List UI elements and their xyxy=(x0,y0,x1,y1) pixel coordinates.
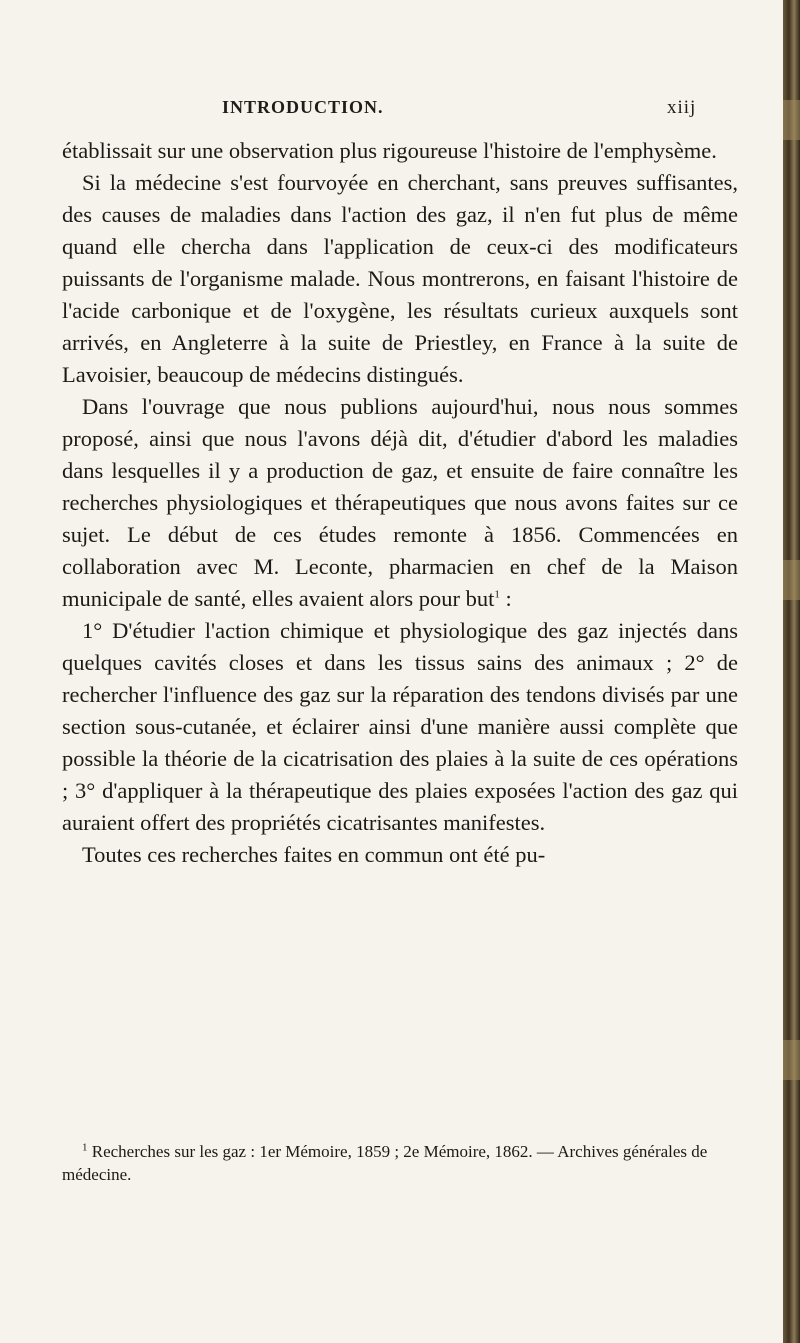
paragraph: établissait sur une observation plus rigoureuse l'histoire de l'emphysème. xyxy=(62,138,717,163)
paragraph: Si la médecine s'est fourvoyée en cherchant, sans preuves suffisantes, des causes de maladies dans l'action des gaz, il n'en fut plus de même quand elle chercha dans l'application de ceux-ci des modificateurs puissants de l'organisme malade. Nous montrerons, en faisant l'histoire de l'acide carbonique et de l'oxygène, les résultats curieux auxquels sont arrivés, en Angleterre à la suite de Priestley, en France à la suite de Lavoisier, beaucoup de médecins distingués. xyxy=(62,170,738,387)
footnote-reference[interactable]: 1 xyxy=(494,588,500,601)
footnote-marker: 1 xyxy=(82,1141,88,1154)
footnote xyxy=(62,1140,738,1186)
book-binding-edge xyxy=(783,0,800,1343)
paragraph: 1° D'étudier l'action chimique et physiologique des gaz injectés dans quelques cavités closes et dans les tissus sains des animaux ; 2° de rechercher l'influence des gaz sur la réparation des tendons divisés par une section sous-cutanée, et éclairer ainsi d'une manière aussi complète que possible la théorie de la cicatrisation des plaies à la suite de ces opérations ; 3° d'appliquer à la thérapeutique des plaies exposées l'action des gaz qui auraient offert des propriétés cicatrisantes manifestes. xyxy=(62,618,738,835)
running-header xyxy=(0,97,783,127)
binding-band xyxy=(783,560,800,600)
page-number: xiij xyxy=(667,97,697,118)
running-header-title: INTRODUCTION. xyxy=(222,97,384,117)
binding-band xyxy=(783,100,800,140)
paragraph xyxy=(62,391,738,615)
paragraph: Toutes ces recherches faites en commun ont été pu- xyxy=(82,842,546,867)
footnotes xyxy=(62,1140,738,1186)
paragraph-text-tail: : xyxy=(499,586,512,611)
binding-band xyxy=(783,1040,800,1080)
body-text xyxy=(62,135,738,871)
paragraph-text: Dans l'ouvrage que nous publions aujourd'hui, nous nous sommes proposé, ainsi que nous l'avons déjà dit, d'étudier d'abord les maladies dans lesquelles il y a production de gaz, et ensuite de faire connaître les recherches physiologiques et thérapeutiques que nous avons faites sur ce sujet. Le début de ces études remonte à 1856. Commencées en collaboration avec M. Leconte, pharmacien en chef de la Maison municipale de santé, elles avaient alors pour but xyxy=(62,394,738,611)
footnote-text: Recherches sur les gaz : 1er Mémoire, 1859 ; 2e Mémoire, 1862. — Archives générales de médecine. xyxy=(62,1142,708,1184)
